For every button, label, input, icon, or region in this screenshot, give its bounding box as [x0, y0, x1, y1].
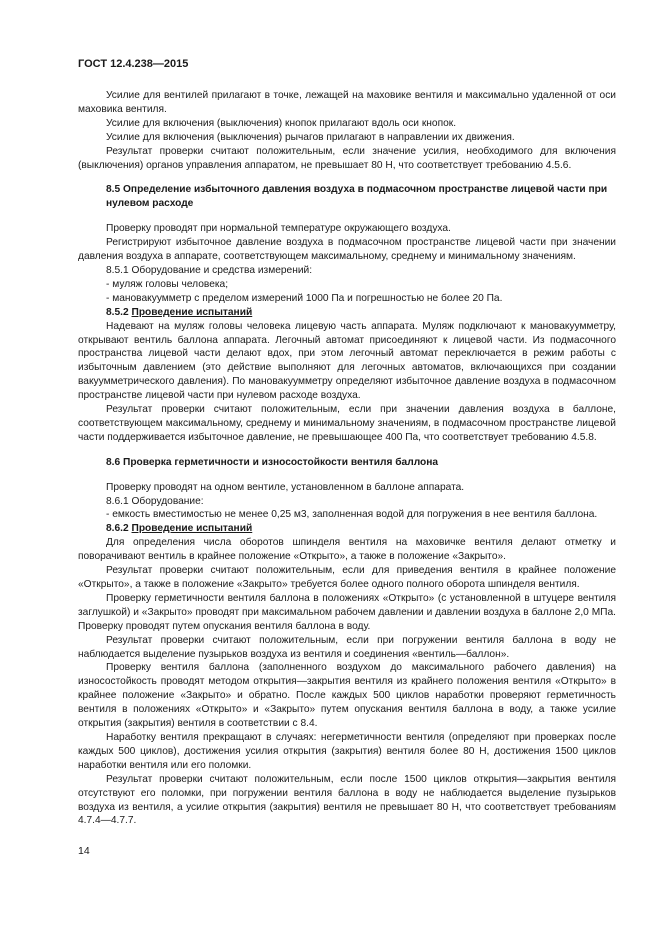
paragraph: Проверку проводят на одном вентиле, установленном в баллоне аппарата. [106, 481, 465, 493]
subsection-number: 8.6.2 [106, 523, 129, 535]
paragraph: Усилие для включения (выключения) рычагов прилагают в направлении их движения. [106, 131, 515, 143]
paragraph: Результат проверки считают положительным, если для приведения вентиля в крайнее положение «Открыто», а также в положение «Закрыто» требуется более одного полного оборота шпинделя вентиля. [78, 565, 616, 590]
paragraph: Усилие для включения (выключения) кнопок прилагают вдоль оси кнопок. [106, 117, 457, 129]
paragraph: Результат проверки считают положительным, если после 1500 циклов открытия—закрытия вентиля отсутствуют его поломки, при погружении вентиля баллона в воду не наблюдается выделение пузырьков воздуха из вентиля, а усилие открытия (закрытия) вентиля не превышает 80 Н, что соответствует требованиям 4.7.4—4.7.7. [78, 773, 616, 827]
subsection-heading [78, 522, 616, 536]
subsection-title: Проведение испытаний [131, 523, 253, 535]
subsection-number: 8.5.2 [106, 306, 129, 318]
subsection-heading [78, 306, 616, 320]
equipment-label: 8.6.1 Оборудование: [106, 495, 204, 507]
equipment-label: 8.5.1 Оборудование и средства измерений: [106, 264, 313, 276]
document-header: ГОСТ 12.4.238—2015 [78, 58, 189, 70]
paragraph: Результат проверки считают положительным, если значение усилия, необходимого для включения (выключения) органов управления аппаратом, не превышает 80 Н, что соответствует требованию 4.5.6. [78, 145, 616, 171]
paragraph: Результат проверки считают положительным, если при погружении вентиля баллона в воду не наблюдается выделение пузырьков воздуха из вентиля и соединения «вентиль—баллон». [78, 634, 616, 660]
paragraph: Надевают на муляж головы человека лицевую часть аппарата. Муляж подключают к мановакуумметру, открывают вентиль баллона аппарата. Легочный автомат присоединяют к лицевой части. Из подмасочного пространства лицевой части делают вдох, при этом легочный автомат переключается в режим работы с избыточным давлением (это действие выполняют для легочных автоматов, включающихся при создании вакуумметрического давления). По мановакуумметру определяют избыточное давление воздуха в подмасочном пространстве лицевой части при нулевом расходе воздуха. [78, 320, 616, 402]
document-body [78, 89, 616, 828]
page-number: 14 [78, 845, 90, 857]
paragraph: Проверку вентиля баллона (заполненного воздухом до максимального рабочего давления) на износостойкость проводят методом открытия—закрытия вентиля из крайнего положения вентиля «Открыто» в крайнее положение «Закрыто» и обратно. После каждых 500 циклов наработки проверяют герметичность вентиля в положениях «Открыто» и «Закрыто» путем опускания вентиля баллона в воду, а также усилие открытия (закрытия) вентиля в соответствии с 8.4. [78, 662, 616, 730]
paragraph: Для определения числа оборотов шпинделя вентиля на маховичке вентиля делают отметку и поворачивают вентиль в крайнее положение «Открыто», а также в положение «Закрыто». [78, 537, 616, 563]
list-item: - емкость вместимостью не менее 0,25 м3, заполненная водой для погружения в нее вентиля баллона. [106, 509, 598, 521]
subsection-title: Проведение испытаний [131, 306, 253, 318]
paragraph: Наработку вентиля прекращают в случаях: негерметичности вентиля (определяют при проверках после каждых 500 циклов), достижения усилия открытия (закрытия) вентиля более 80 Н, достижения 1500 циклов наработки вентиля или его поломки. [78, 731, 616, 771]
paragraph: Усилие для вентилей прилагают в точке, лежащей на маховике вентиля и максимально удаленной от оси маховика вентиля. [78, 90, 616, 115]
list-item: - муляж головы человека; [106, 278, 229, 290]
list-item: - мановакуумметр с пределом измерений 1000 Па и погрешностью не более 20 Па. [106, 292, 503, 304]
paragraph: Проверку проводят при нормальной температуре окружающего воздуха. [106, 223, 451, 235]
paragraph: Результат проверки считают положительным, если при значении давления воздуха в баллоне, соответствующем максимальному, среднему и минимальному значениям, в подмасочном пространстве лицевой части поддерживается избыточное давление, не превышающее 400 Па, что соответствует требованию 4.5.8. [78, 404, 616, 443]
paragraph: Регистрируют избыточное давление воздуха в подмасочном пространстве лицевой части при значении давления воздуха в аппарате, соответствующем максимальному, среднему и минимальному значениям. [78, 237, 616, 263]
section-heading-8-6: 8.6 Проверка герметичности и износостойкости вентиля баллона [106, 456, 439, 468]
paragraph: Проверку герметичности вентиля баллона в положениях «Открыто» (с установленной в штуцере вентиля заглушкой) и «Закрыто» проводят при максимальном рабочем давлении и давлении воздуха в баллоне 2,0 МПа. Проверку проводят путем опускания вентиля баллона в воду. [78, 592, 616, 632]
section-heading-8-5: 8.5 Определение избыточного давления воздуха в подмасочном пространстве лицевой части при нулевом расходе [106, 184, 608, 210]
